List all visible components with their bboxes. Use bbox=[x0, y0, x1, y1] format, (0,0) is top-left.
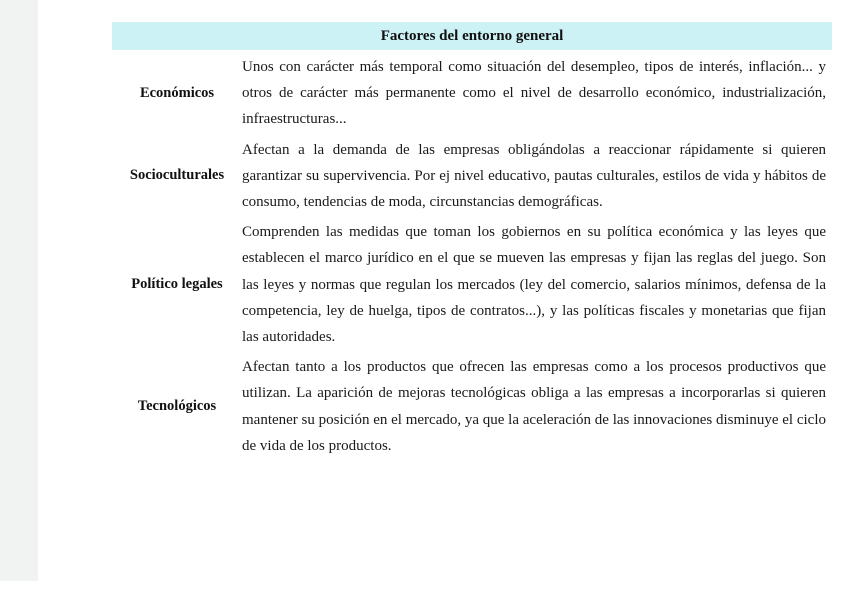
factors-table bbox=[112, 22, 832, 461]
row-description: Unos con carácter más temporal como situación del desempleo, tipos de interés, inflación... y otros de carácter más permanente como el nivel de desarrollo económico, industrialización, infraestructuras... bbox=[242, 59, 826, 128]
row-label: Socioculturales bbox=[129, 167, 225, 184]
table-row-socioculturales bbox=[112, 135, 832, 218]
row-description: Afectan a la demanda de las empresas obligándolas a reaccionar rápidamente si quieren garantizar su supervivencia. Por ej nivel educativo, pautas culturales, estilos de vida y hábitos de consumo, tendencias de moda, circunstancias demográficas. bbox=[242, 141, 826, 211]
row-label: Tecnológicos bbox=[137, 398, 217, 415]
row-label: Político legales bbox=[131, 276, 223, 293]
row-description: Afectan tanto a los productos que ofrecen las empresas como a los procesos productivos que utilizan. La aparición de mejoras tecnológicas obliga a las empresas a incorporarlas si quieren mantener su posición en el mercado, ya que la aceleración de las innovaciones disminuye el ciclo de vida de los productos. bbox=[242, 359, 826, 454]
table-row-economicos bbox=[112, 52, 832, 135]
table-row-tecnologicos bbox=[112, 352, 832, 461]
table-row-politico-legales bbox=[112, 217, 832, 352]
row-description: Comprenden las medidas que toman los gobiernos en su política económica y las leyes que establecen el marco jurídico en el que se mueven las empresas y fijan las reglas del juego. Son las leyes y normas que regulan los mercados (ley del comercio, salarios mínimos, defensa de la competencia, ley de huelga, tipos de contratos...), y las políticas fiscales y monetarias que fijan las autoridades. bbox=[242, 224, 826, 346]
row-label: Económicos bbox=[139, 84, 215, 101]
left-margin-strip bbox=[0, 0, 38, 581]
table-title: Factores del entorno general bbox=[112, 22, 832, 50]
